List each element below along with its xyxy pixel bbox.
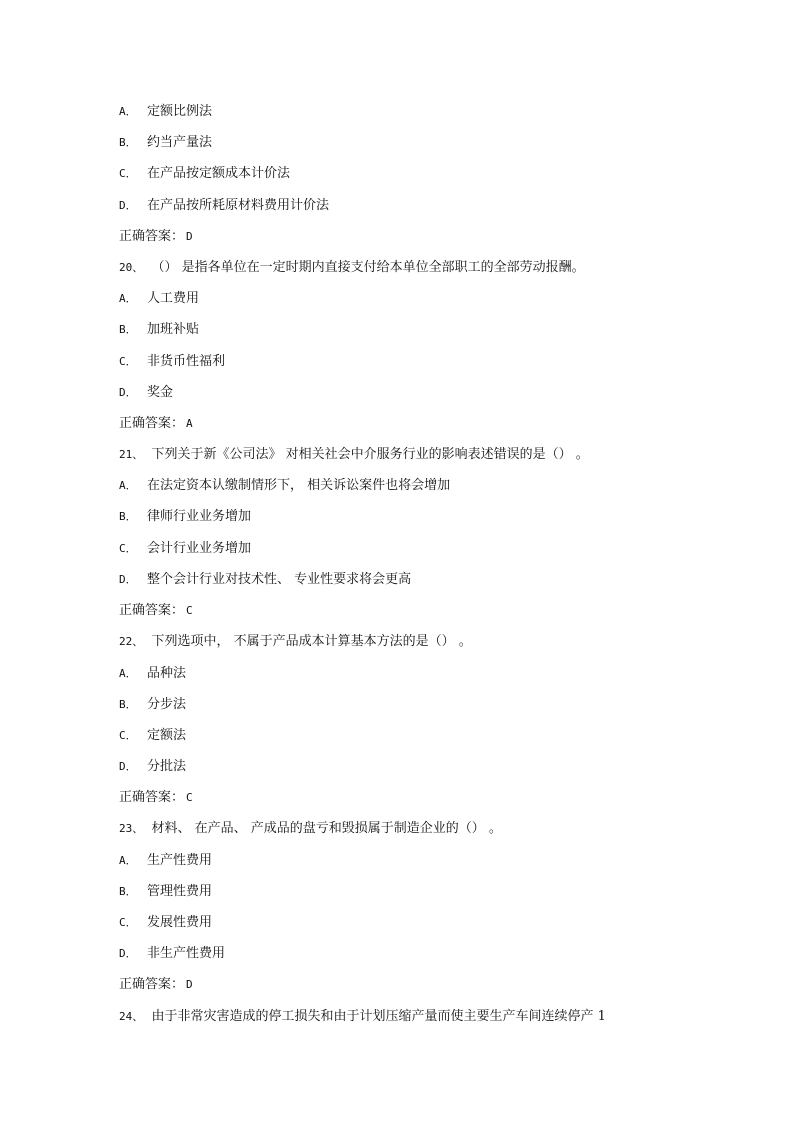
option-letter: B． bbox=[119, 136, 137, 149]
answer-label: 正确答案： bbox=[119, 790, 185, 805]
answer-label: 正确答案： bbox=[119, 416, 185, 431]
option-letter: A． bbox=[119, 292, 137, 305]
q21-option-a bbox=[119, 477, 450, 495]
option-text: 发展性费用 bbox=[147, 915, 213, 930]
option-text: 非货币性福利 bbox=[147, 354, 226, 369]
q20-option-a bbox=[119, 290, 199, 308]
question-number: 21、 bbox=[119, 448, 144, 461]
answer-value: C bbox=[186, 604, 193, 617]
answer-label: 正确答案： bbox=[119, 977, 185, 992]
q23-option-c bbox=[119, 914, 212, 932]
q23-option-b bbox=[119, 883, 212, 901]
option-text: 生产性费用 bbox=[147, 853, 213, 868]
q19-option-c bbox=[119, 165, 290, 183]
option-letter: C． bbox=[119, 729, 137, 742]
question-number: 24、 bbox=[119, 1010, 144, 1023]
option-text: 人工费用 bbox=[147, 291, 200, 306]
q22-option-b bbox=[119, 696, 186, 714]
option-text: 分步法 bbox=[147, 697, 187, 712]
option-letter: D． bbox=[119, 386, 137, 399]
option-letter: A． bbox=[119, 667, 137, 680]
answer-value: A bbox=[186, 417, 193, 430]
option-letter: B． bbox=[119, 885, 137, 898]
option-letter: D． bbox=[119, 573, 137, 586]
question-number: 23、 bbox=[119, 822, 144, 835]
option-text: 奖金 bbox=[147, 385, 174, 400]
option-letter: D． bbox=[119, 760, 137, 773]
answer-value: D bbox=[186, 230, 193, 243]
option-text: 管理性费用 bbox=[147, 884, 213, 899]
option-letter: B． bbox=[119, 510, 137, 523]
q19-option-b bbox=[119, 134, 212, 152]
option-letter: C． bbox=[119, 355, 137, 368]
option-text: 品种法 bbox=[147, 666, 187, 681]
q23-option-a bbox=[119, 852, 212, 870]
question-text: 由于非常灾害造成的停工损失和由于计划压缩产量而使主要生产车间连续停产 1 bbox=[151, 1009, 606, 1024]
q21-option-b bbox=[119, 508, 251, 526]
option-text: 分批法 bbox=[147, 759, 187, 774]
question-text: 材料、 在产品、 产成品的盘亏和毁损属于制造企业的（） 。 bbox=[151, 821, 502, 836]
q19-option-a bbox=[119, 103, 212, 121]
q21-answer bbox=[119, 602, 759, 620]
option-text: 会计行业业务增加 bbox=[147, 541, 252, 556]
option-letter: A． bbox=[119, 854, 137, 867]
answer-value: C bbox=[186, 791, 193, 804]
option-letter: C． bbox=[119, 167, 137, 180]
option-letter: D． bbox=[119, 947, 137, 960]
q20-answer bbox=[119, 415, 759, 433]
answer-label: 正确答案： bbox=[119, 603, 185, 618]
option-text: 非生产性费用 bbox=[147, 946, 226, 961]
q23-question bbox=[119, 820, 759, 838]
q21-option-c bbox=[119, 540, 251, 558]
option-text: 在产品按定额成本计价法 bbox=[147, 166, 291, 181]
q20-option-c bbox=[119, 353, 225, 371]
q19-answer bbox=[119, 228, 759, 246]
option-letter: C． bbox=[119, 542, 137, 555]
option-text: 约当产量法 bbox=[147, 135, 213, 150]
q22-answer bbox=[119, 789, 759, 807]
answer-value: D bbox=[186, 978, 193, 991]
q23-answer bbox=[119, 976, 759, 994]
option-letter: A． bbox=[119, 105, 137, 118]
option-letter: B． bbox=[119, 698, 137, 711]
question-number: 20、 bbox=[119, 261, 144, 274]
option-text: 加班补贴 bbox=[147, 322, 200, 337]
option-text: 律师行业业务增加 bbox=[147, 509, 252, 524]
question-text: 下列选项中， 不属于产品成本计算基本方法的是（） 。 bbox=[151, 634, 472, 649]
option-text: 在产品按所耗原材料费用计价法 bbox=[147, 198, 330, 213]
q23-option-d bbox=[119, 945, 225, 963]
question-number: 22、 bbox=[119, 635, 144, 648]
q24-question bbox=[119, 1008, 759, 1026]
option-text: 整个会计行业对技术性、 专业性要求将会更高 bbox=[147, 572, 412, 587]
option-text: 定额比例法 bbox=[147, 104, 213, 119]
q22-question bbox=[119, 633, 759, 651]
q22-option-c bbox=[119, 727, 186, 745]
answer-label: 正确答案： bbox=[119, 229, 185, 244]
q22-option-d bbox=[119, 758, 186, 776]
q21-option-d bbox=[119, 571, 411, 589]
option-letter: C． bbox=[119, 916, 137, 929]
q19-option-d bbox=[119, 197, 329, 215]
option-letter: B． bbox=[119, 323, 137, 336]
question-text: （） 是指各单位在一定时期内直接支付给本单位全部职工的全部劳动报酬。 bbox=[151, 260, 585, 275]
q21-question bbox=[119, 446, 759, 464]
question-text: 下列关于新《公司法》 对相关社会中介服务行业的影响表述错误的是（） 。 bbox=[151, 447, 589, 462]
q20-option-b bbox=[119, 321, 199, 339]
q20-option-d bbox=[119, 384, 173, 402]
q22-option-a bbox=[119, 665, 186, 683]
q20-question bbox=[119, 259, 759, 277]
option-letter: D． bbox=[119, 199, 137, 212]
option-text: 在法定资本认缴制情形下， 相关诉讼案件也将会增加 bbox=[147, 478, 451, 493]
option-text: 定额法 bbox=[147, 728, 187, 743]
option-letter: A． bbox=[119, 479, 137, 492]
